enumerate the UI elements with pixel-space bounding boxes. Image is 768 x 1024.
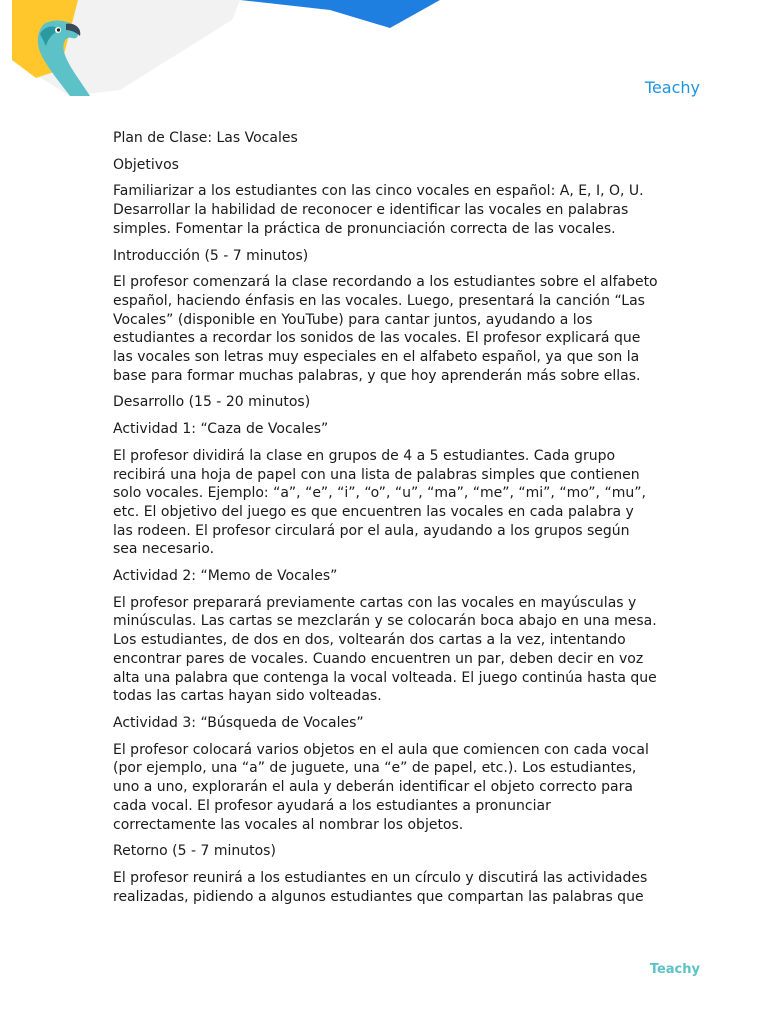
section-heading-desarrollo: Desarrollo (15 - 20 minutos) xyxy=(113,394,311,411)
paragraph-retorno: El profesor reunirá a los estudiantes en un círculo y discutirá las actividades realizadas, pidiendo a algunos estudiantes que compartan las palabras que xyxy=(113,869,648,905)
activity-heading-1: Actividad 1: “Caza de Vocales” xyxy=(113,421,329,438)
brand-logo-top: Teachy xyxy=(644,78,700,97)
paragraph-introduccion: El profesor comenzará la clase recordando a los estudiantes sobre el alfabeto español, haciendo énfasis en las vocales. Luego, presentará la canción “Las Vocales” (disponible en YouTube) para cantar juntos, ayudando a los estudiantes a recordar los sonidos de las vocales. El profesor explicará que las vocales son letras muy especiales en el alfabeto español, ya que son la base para formar muchas palabras, y que hoy aprenderán más sobre ellas. xyxy=(113,274,658,384)
activity-heading-3: Actividad 3: “Búsqueda de Vocales” xyxy=(113,714,364,731)
brand-logo-footer: Teachy xyxy=(649,962,700,977)
doc-title: Plan de Clase: Las Vocales xyxy=(113,130,298,146)
paragraph-activity-2: El profesor preparará previamente cartas con las vocales en mayúsculas y minúsculas. Las cartas se mezclarán y se colocarán boca abajo en una mesa. Los estudiantes, de dos en dos, voltearán dos cartas a la vez, intentando encontrar pares de vocales. Cuando encuentren un par, deben decir en voz alta una palabra que contenga la vocal volteada. El juego continúa hasta que todas las cartas hayan sido volteadas. xyxy=(113,594,657,705)
section-heading-objetivos: Objetivos xyxy=(113,156,179,173)
activity-heading-2: Actividad 2: “Memo de Vocales” xyxy=(113,568,338,585)
paragraph-activity-3: El profesor colocará varios objetos en el aula que comiencen con cada vocal (por ejemplo, una “a” de juguete, una “e” de papel, etc.). Los estudiantes, uno a uno, explorarán el aula y deberán identificar el objeto correcto para cada vocal. El profesor ayudará a los estudiantes a pronunciar correctamente las vocales al nombrar los objetos. xyxy=(113,741,649,833)
paragraph-objetivos: Familiarizar a los estudiantes con las cinco vocales en español: A, E, I, O, U. Desarrollar la habilidad de reconocer e identificar las vocales en palabras simples. Fomentar la práctica de pronunciación correcta de las vocales. xyxy=(113,183,644,237)
section-heading-retorno: Retorno (5 - 7 minutos) xyxy=(113,843,276,860)
paragraph-activity-1: El profesor dividirá la clase en grupos de 4 a 5 estudiantes. Cada grupo recibirá una hoja de papel con una lista de palabras simples que contienen solo vocales. Ejemplo: “a”, “e”, “i”, “o”, “u”, “ma”, “me”, “mi”, “mo”, “mu”, etc. El objetivo del juego es que encuentren las vocales en cada palabra y las rodeen. El profesor circulará por el aula, ayudando a los grupos según sea necesario. xyxy=(113,447,646,558)
section-heading-introduccion: Introducción (5 - 7 minutos) xyxy=(113,247,309,264)
lesson-plan-body xyxy=(113,129,658,914)
